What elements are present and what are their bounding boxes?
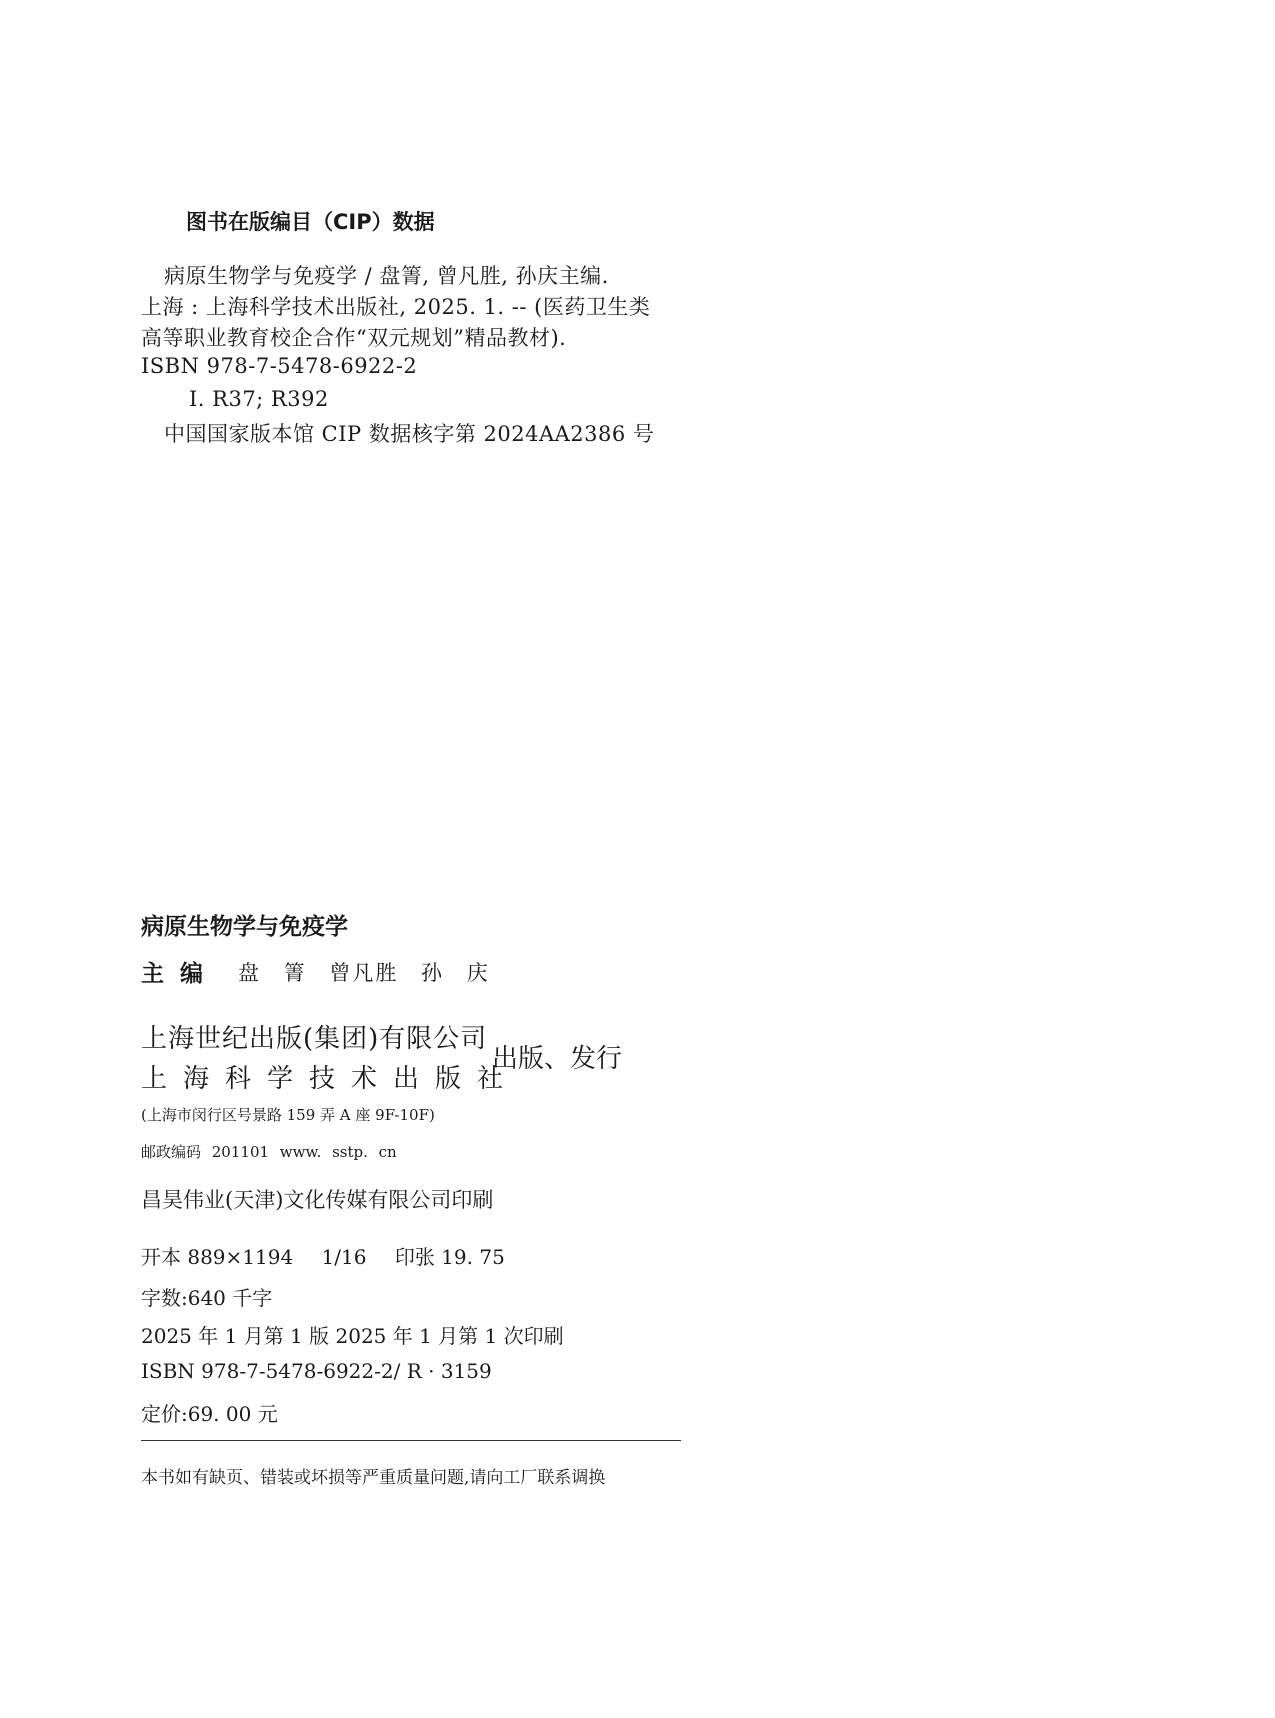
printer-info: 昌昊伟业(天津)文化传媒有限公司印刷	[141, 1188, 494, 1212]
cip-series-line: 高等职业教育校企合作“双元规划”精品教材).	[141, 326, 567, 350]
publish-action: 出版、发行	[492, 1044, 623, 1074]
isbn-code: ISBN 978-7-5478-6922-2/ R · 3159	[141, 1359, 492, 1383]
price: 定价:69. 00 元	[141, 1402, 278, 1426]
cip-isbn-line: ISBN 978-7-5478-6922-2	[141, 354, 418, 378]
editor-label: 主编	[141, 961, 219, 987]
publisher-address: (上海市闵行区号景路 159 弄 A 座 9F-10F)	[141, 1106, 435, 1124]
format-line	[141, 1241, 527, 1270]
cip-title-line: 病原生物学与免疫学 / 盘箐, 曾凡胜, 孙庆主编.	[164, 264, 609, 288]
postcode-website: 邮政编码 201101 www. sstp. cn	[141, 1143, 397, 1161]
editor-names: 盘 箐 曾凡胜 孙 庆	[238, 961, 490, 985]
quality-notice: 本书如有缺页、错装或坏损等严重质量问题,请向工厂联系调换	[141, 1468, 606, 1488]
format-dimensions: 开本 889×1194	[141, 1245, 294, 1269]
edition-info: 2025 年 1 月第 1 版 2025 年 1 月第 1 次印刷	[141, 1324, 564, 1348]
cip-classification-line: Ⅰ. R37; R392	[189, 387, 329, 411]
divider-rule	[141, 1440, 681, 1441]
cip-publisher-line: 上海 : 上海科学技术出版社, 2025. 1. -- (医药卫生类	[141, 295, 651, 319]
printed-sheets: 印张 19. 75	[394, 1245, 505, 1269]
publisher-name: 上海科学技术出版社	[141, 1064, 520, 1094]
book-title: 病原生物学与免疫学	[141, 914, 348, 940]
cip-heading: 图书在版编目（CIP）数据	[186, 210, 435, 234]
format-size: 1/16	[321, 1245, 367, 1269]
word-count: 字数:640 千字	[141, 1286, 273, 1310]
publisher-group: 上海世纪出版(集团)有限公司	[141, 1024, 488, 1054]
cip-record-number-line: 中国国家版本馆 CIP 数据核字第 2024AA2386 号	[164, 422, 655, 446]
